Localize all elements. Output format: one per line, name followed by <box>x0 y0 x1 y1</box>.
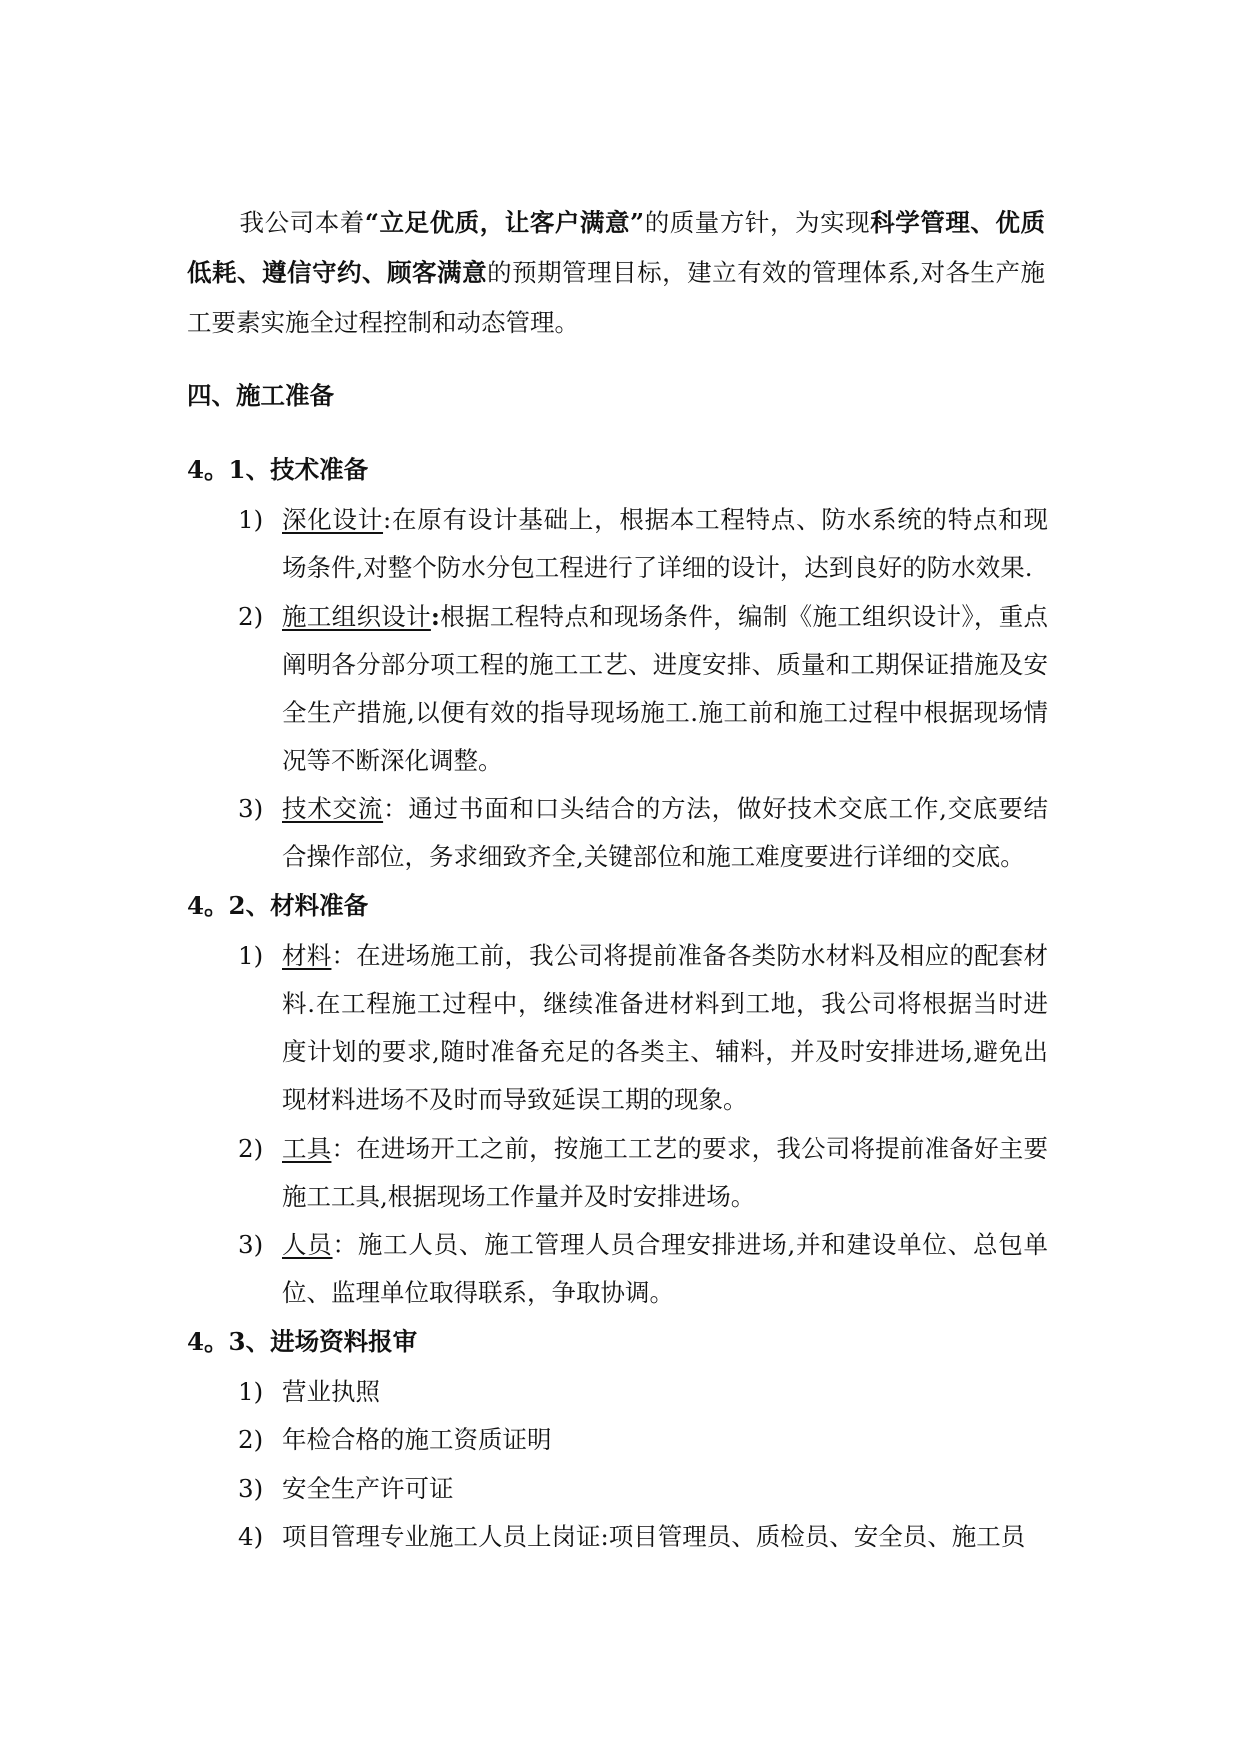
item-term: 深化设计 <box>282 505 384 534</box>
item-term: 材料 <box>282 941 332 970</box>
item-text: 在进场开工之前，按施工工艺的要求，我公司将提前准备好主要施工工具,根据现场工作量并及时安排进场。 <box>282 1134 1049 1211</box>
section-4-1-heading: 4。1、技术准备 <box>187 455 369 484</box>
item-separator: ： <box>332 1230 358 1259</box>
item-separator: ： <box>331 941 357 970</box>
item-number: 2) <box>238 1134 264 1163</box>
list-item <box>238 1125 1048 1221</box>
item-number: 3) <box>238 1230 264 1259</box>
list-item <box>238 1416 1048 1464</box>
item-separator: ： <box>331 1134 357 1163</box>
item-text: 年检合格的施工资质证明 <box>282 1425 552 1454</box>
item-number: 1) <box>238 1377 264 1406</box>
item-separator: : <box>430 602 440 631</box>
management-goals: 科学管理、优质低耗、遵信守约、顾客满意 <box>187 208 1046 287</box>
item-separator: : <box>383 505 392 534</box>
item-text: 施工人员、施工管理人员合理安排进场,并和建设单位、总包单位、监理单位取得联系，争取协调。 <box>282 1230 1048 1307</box>
intro-paragraph <box>187 198 1045 348</box>
intro-text-3: 的预期管理目标，建立有效的管理体系,对各生产施工要素实施全过程控制和动态管理。 <box>187 258 1045 337</box>
item-number: 4) <box>238 1522 264 1551</box>
item-number: 1) <box>238 941 264 970</box>
list-item <box>238 1221 1048 1317</box>
item-number: 3) <box>238 1474 264 1503</box>
item-term: 施工组织设计 <box>282 602 431 631</box>
item-term: 技术交流 <box>282 794 384 823</box>
list-item <box>238 1465 1048 1513</box>
item-number: 1) <box>238 505 264 534</box>
item-text: 营业执照 <box>282 1377 380 1406</box>
item-separator: ： <box>383 794 409 823</box>
item-number: 2) <box>238 1425 264 1454</box>
section-4-heading: 四、施工准备 <box>187 381 334 410</box>
list-item <box>238 496 1048 592</box>
item-text: 在进场施工前，我公司将提前准备各类防水材料及相应的配套材料.在工程施工过程中，继续准备进材料到工地，我公司将根据当时进度计划的要求,随时准备充足的各类主、辅料，并及时安排进场,避免出现材料进场不及时而导致延误工期的现象。 <box>282 941 1049 1114</box>
item-text: 通过书面和口头结合的方法，做好技术交底工作,交底要结合操作部位，务求细致齐全,关键部位和施工难度要进行详细的交底。 <box>282 794 1048 871</box>
list-item <box>238 785 1048 881</box>
item-number: 2) <box>238 602 264 631</box>
section-4-2-heading: 4。2、材料准备 <box>187 891 369 920</box>
intro-text-2: 的质量方针，为实现 <box>644 208 871 237</box>
item-text: 安全生产许可证 <box>282 1474 454 1503</box>
item-term: 人员 <box>282 1230 333 1259</box>
item-number: 3) <box>238 794 264 823</box>
quality-motto: “立足优质，让客户满意” <box>364 208 645 237</box>
item-text: 在原有设计基础上，根据本工程特点、防水系统的特点和现场条件,对整个防水分包工程进行了详细的设计，达到良好的防水效果. <box>282 505 1048 582</box>
item-text: 根据工程特点和现场条件，编制《施工组织设计》，重点阐明各分部分项工程的施工工艺、进度安排、质量和工期保证措施及安全生产措施,以便有效的指导现场施工.施工前和施工过程中根据现场情况等不断深化调整。 <box>282 602 1049 775</box>
item-term: 工具 <box>282 1134 332 1163</box>
item-text: 项目管理专业施工人员上岗证:项目管理员、质检员、安全员、施工员 <box>282 1522 1026 1551</box>
intro-text-1: 我公司本着 <box>239 208 365 237</box>
list-item <box>238 932 1048 1124</box>
list-item <box>238 1368 1048 1416</box>
list-item <box>238 1513 1048 1561</box>
list-item <box>238 593 1048 785</box>
section-4-3-heading: 4。3、进场资料报审 <box>187 1327 418 1356</box>
